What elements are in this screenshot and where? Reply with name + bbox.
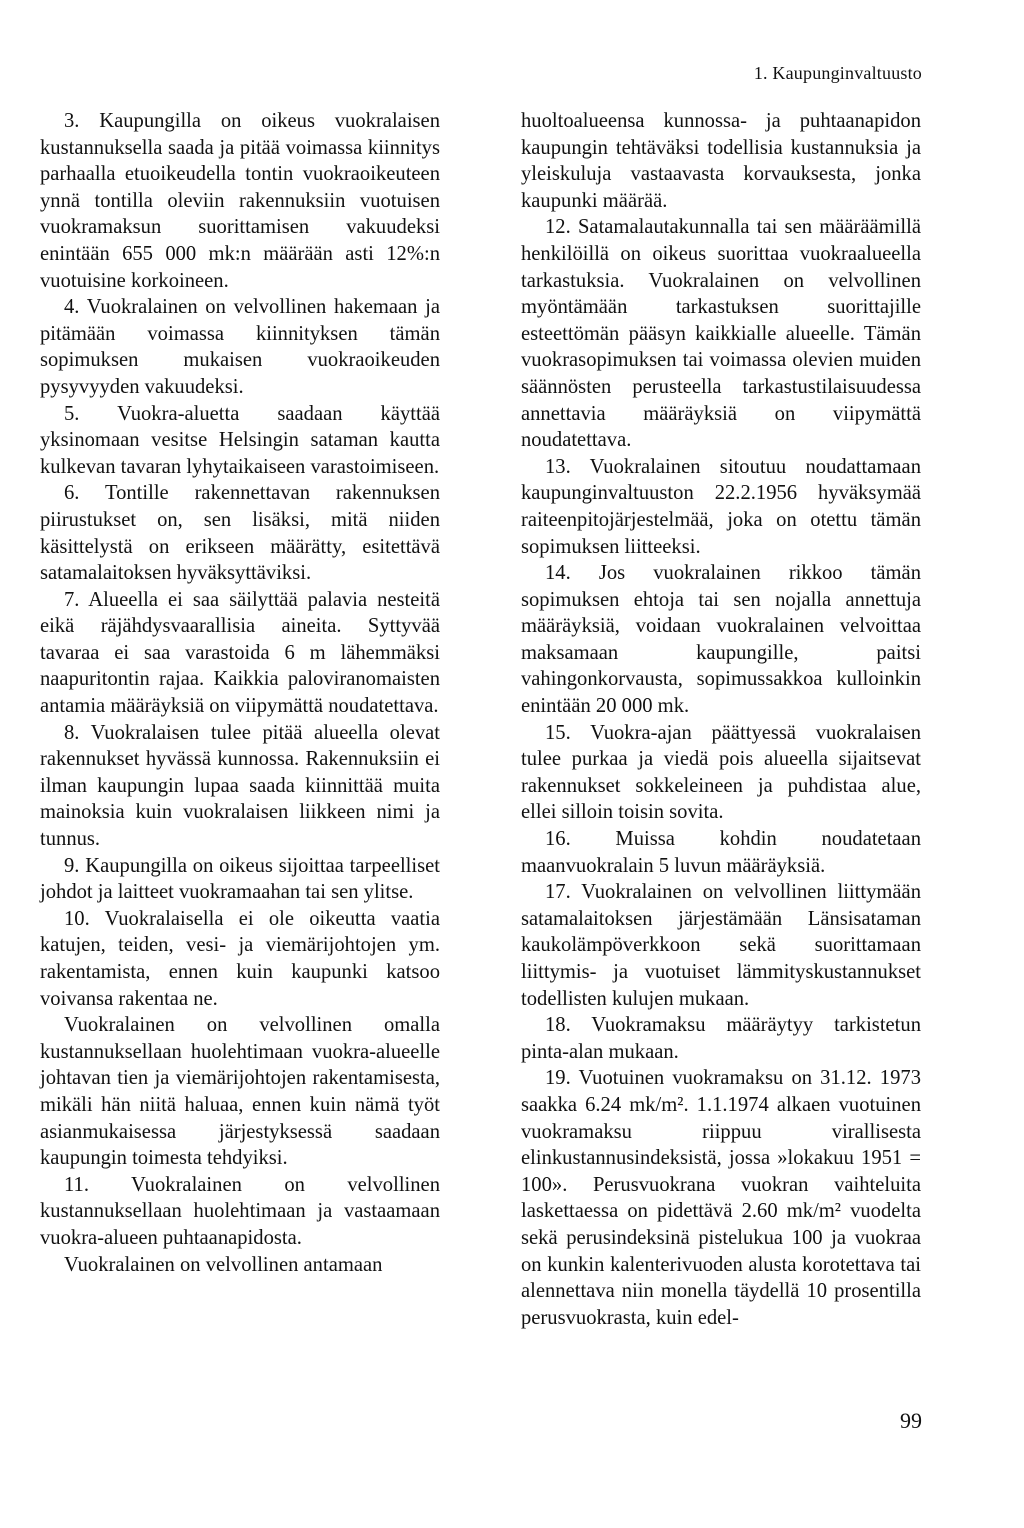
paragraph-19: 19. Vuotuinen vuokramaksu on 31.12. 1973 saakka 6.24 mk/m². 1.1.1974 alkaen vuotuinen vuokramaksu riippuu virallisesta elinkustannusindeksistä, jossa »lokakuu 1951 = 100». Perusvuokrana vuokran vaihteluita laskettaessa on pidettävä 2.60 mk/m² vuodelta sekä perusindeksinä pistelukua 100 ja vuokraa on kunkin kalenterivuoden alusta korotettava tai alennettava niin monella täydellä 10 prosentilla perusvuokrasta, kuin edel- — [521, 1067, 921, 1329]
paragraph-4: 4. Vuokralainen on velvollinen hakemaan ja pitämään voimassa kiinnityksen tämän sopimuksen mukaisen vuokraoikeuden pysyvyyden vakuudeksi. — [40, 296, 440, 398]
paragraph-12: 12. Satamalautakunnalla tai sen määräämillä henkilöillä on oikeus suorittaa vuokraalueella tarkastuksia. Vuokralainen on velvollinen myöntämään tarkastuksen suorittajille esteettömän pääsyn kaikkialle alueelle. Tämän vuokrasopimuksen tai voimassa olevien muiden säännösten perusteella tarkastustilaisuudessa annettavia määräyksiä on viipymättä noudatettava. — [521, 216, 921, 452]
paragraph-3: 3. Kaupungilla on oikeus vuokralaisen kustannuksella saada ja pitää voimassa kiinnitys parhaalla etuoikeudella tontin vuokraoikeuteen ynnä tontilla oleviin rakennuksiin vuotuisen vuokramaksun suorittamisen vakuudeksi enintään 655 000 mk:n määrään asti 12%:n vuotuisine korkoineen. — [40, 110, 440, 292]
paragraph-10-continued: Vuokralainen on velvollinen omalla kustannuksellaan huolehtimaan vuokra-alueelle johtavan tien ja viemärijohtojen rakentamisesta, mikäli hän niitä haluaa, ennen kuin nämä työt asianmukaisessa järjestyksessä saadaan kaupungin toimesta tehdyiksi. — [40, 1014, 440, 1170]
paragraph-11-continuation: huoltoalueensa kunnossa- ja puhtaanapidon kaupungin tehtäväksi todellisia kustannuksia ja yleiskuluja vastaavasta korvauksesta, jonka kaupunki määrää. — [521, 110, 921, 212]
paragraph-11: 11. Vuokralainen on velvollinen kustannuksellaan huolehtimaan ja vastaamaan vuokra-alueen puhtaanapidosta. — [40, 1173, 440, 1249]
paragraph-18: 18. Vuokramaksu määräytyy tarkistetun pinta-alan mukaan. — [521, 1014, 921, 1063]
running-head: 1. Kaupunginvaltuusto — [753, 63, 922, 83]
paragraph-9: 9. Kaupungilla on oikeus sijoittaa tarpeelliset johdot ja laitteet vuokramaahan tai sen ylitse. — [40, 854, 440, 904]
paragraph-14: 14. Jos vuokralainen rikkoo tämän sopimuksen ehtoja tai sen nojalla annettuja määräyksiä, voidaan vuokralainen velvoittaa maksamaan kaupungille, paitsi vahingonkorvausta, sopimussakkoa kulloinkin enintään 20 000 mk. — [521, 562, 921, 718]
paragraph-16: 16. Muissa kohdin noudatetaan maanvuokralain 5 luvun määräyksiä. — [521, 828, 921, 877]
right-column — [521, 108, 921, 1331]
paragraph-6: 6. Tontille rakennettavan rakennuksen piirustukset on, sen lisäksi, mitä niiden käsittelystä on erikseen määrätty, esitettävä satamalaitoksen hyväksyttäviksi. — [40, 482, 440, 585]
paragraph-8: 8. Vuokralaisen tulee pitää alueella olevat rakennukset hyvässä kunnossa. Rakennuksiin ei ilman kaupungin lupaa saada kiinnittää muita mainoksia kuin vuokralaisen liikkeen nimi ja tunnus. — [40, 721, 440, 851]
paragraph-15: 15. Vuokra-ajan päättyessä vuokralaisen tulee purkaa ja viedä pois alueella sijaitsevat rakennukset sokkeleineen ja puhdistaa alue, ellei silloin toisin sovita. — [521, 721, 921, 824]
paragraph-13: 13. Vuokralainen sitoutuu noudattamaan kaupunginvaltuuston 22.2.1956 hyväksymää raiteenpitojärjestelmää, joka on otettu tämän sopimuksen liitteeksi. — [521, 455, 921, 558]
page-number: 99 — [900, 1408, 922, 1433]
left-column — [40, 108, 440, 1278]
paragraph-7: 7. Alueella ei saa säilyttää palavia nesteitä eikä räjähdysvaarallisia aineita. Syttyvää tavaraa ei saa varastoida 6 m lähemmäksi naapuritontin rajaa. Kaikkia paloviranomaisten antamia määräyksiä on viipymättä noudatettava. — [40, 588, 440, 718]
paragraph-10: 10. Vuokralaisella ei ole oikeutta vaatia katujen, teiden, vesi- ja viemärijohtojen ym. rakentamista, ennen kuin kaupunki katsoo voivansa rakentaa ne. — [40, 907, 440, 1010]
paragraph-5: 5. Vuokra-aluetta saadaan käyttää yksinomaan vesitse Helsingin sataman kautta kulkevan tavaran lyhytaikaiseen varastoimiseen. — [40, 402, 440, 478]
paragraph-17: 17. Vuokralainen on velvollinen liittymään satamalaitoksen järjestämään Länsisataman kaukolämpöverkkoon sekä suorittamaan liittymis- ja vuotuiset lämmityskustannukset todellisten kulujen mukaan. — [521, 881, 921, 1010]
paragraph-11-continued: Vuokralainen on velvollinen antamaan — [64, 1253, 383, 1276]
